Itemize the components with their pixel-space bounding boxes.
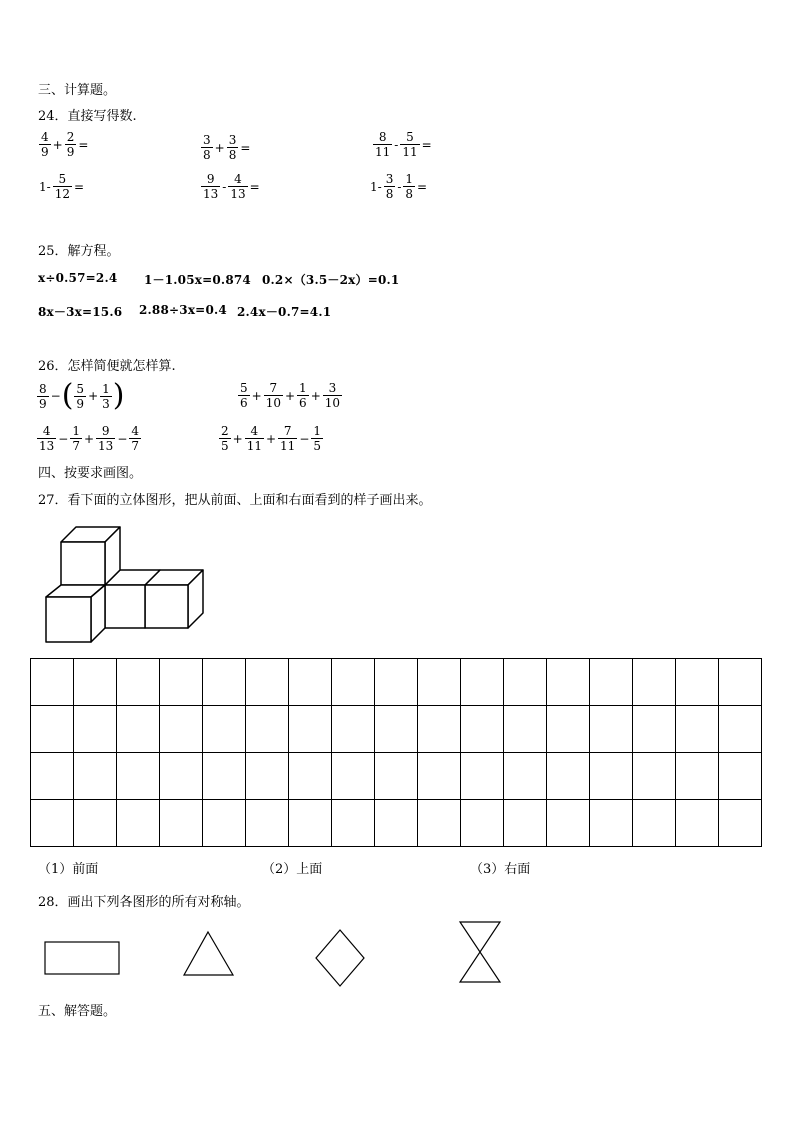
grid-cell[interactable] — [418, 659, 461, 706]
fraction — [403, 172, 415, 201]
grid-cell[interactable] — [504, 706, 547, 753]
grid-cell[interactable] — [633, 753, 676, 800]
operator: = — [417, 179, 428, 194]
numerator: 8 — [378, 130, 387, 144]
grid-cell[interactable] — [418, 706, 461, 753]
denominator: 13 — [39, 439, 55, 453]
grid-cell[interactable] — [246, 706, 289, 753]
numerator: 9 — [101, 424, 110, 438]
fraction: $\frac{5}{9}$ — [76, 381, 85, 411]
grid-cell[interactable] — [74, 800, 117, 847]
equation-6: 2.4x－0.7=4.1 — [237, 305, 332, 319]
fraction — [297, 381, 309, 410]
grid-cell[interactable] — [461, 753, 504, 800]
grid-cell[interactable] — [633, 800, 676, 847]
triangle-icon — [184, 932, 233, 975]
grid-cell[interactable] — [332, 753, 375, 800]
equation-5: 2.88÷3x=0.4 — [139, 303, 227, 317]
view-label-right: （3）右面 — [470, 862, 531, 877]
numerator: 1 — [405, 172, 414, 186]
operator: + — [52, 137, 63, 152]
question-28-title: 28．画出下列各图形的所有对称轴。 — [38, 895, 250, 910]
denominator: 13 — [203, 187, 219, 201]
numerator: 1 — [313, 424, 322, 438]
question-26-title: 26．怎样简便就怎样算. — [38, 359, 176, 374]
denominator: 8 — [203, 148, 211, 162]
q24-expression-3 — [372, 130, 433, 159]
denominator: 5 — [313, 439, 322, 453]
grid-cell[interactable] — [246, 659, 289, 706]
fraction — [227, 133, 239, 162]
question-25-title: 25．解方程。 — [38, 244, 120, 259]
operator: - — [397, 179, 402, 194]
q24-expression-2 — [200, 133, 251, 162]
operator: - — [394, 137, 399, 152]
fraction — [323, 381, 342, 410]
grid-cell[interactable] — [418, 753, 461, 800]
grid-cell[interactable] — [547, 706, 590, 753]
denominator: 11 — [280, 439, 296, 453]
equation-1: x÷0.57=2.4 — [38, 271, 118, 285]
fraction — [53, 172, 72, 201]
numerator: 3 — [203, 133, 211, 147]
grid-cell[interactable] — [375, 800, 418, 847]
view-label-top: （2）上面 — [262, 862, 323, 877]
operator: + — [251, 388, 262, 403]
q26-expression-4 — [218, 424, 324, 453]
grid-cell[interactable] — [461, 800, 504, 847]
denominator: 9 — [66, 145, 75, 159]
grid-cell[interactable] — [332, 800, 375, 847]
grid-cell[interactable] — [74, 753, 117, 800]
q24-expression-4 — [38, 172, 85, 201]
grid-cell[interactable] — [719, 659, 762, 706]
denominator: 11 — [402, 145, 418, 159]
denominator: 9 — [41, 145, 49, 159]
grid-cell[interactable] — [160, 800, 203, 847]
operator: + — [214, 140, 225, 155]
fraction — [129, 424, 141, 453]
q26-expression-3 — [36, 424, 142, 453]
denominator: 10 — [324, 396, 341, 410]
grid-cell[interactable] — [504, 753, 547, 800]
operator: + — [83, 431, 95, 446]
grid-cell[interactable] — [633, 659, 676, 706]
numerator: 7 — [283, 424, 292, 438]
fraction — [201, 172, 220, 201]
numerator: 4 — [42, 424, 51, 438]
grid-cell[interactable] — [160, 659, 203, 706]
grid-cell[interactable] — [547, 659, 590, 706]
equation-3: 0.2×（3.5－2x）=0.1 — [262, 273, 400, 287]
operator: = — [421, 137, 432, 152]
numerator: 1 — [72, 424, 80, 438]
denominator: 5 — [221, 439, 229, 453]
numerator: 9 — [206, 172, 215, 186]
symmetry-shapes — [40, 918, 510, 990]
operator: − — [299, 431, 310, 446]
fraction — [311, 424, 323, 453]
section-4-title: 四、按要求画图。 — [38, 466, 143, 481]
numerator: 3 — [385, 172, 394, 186]
numerator: 7 — [269, 381, 278, 395]
grid-cell[interactable] — [504, 659, 547, 706]
fraction — [39, 130, 51, 159]
grid-cell[interactable] — [461, 659, 504, 706]
numerator: 2 — [66, 130, 75, 144]
grid-cell[interactable] — [117, 753, 160, 800]
view-label-front: （1）前面 — [38, 862, 99, 877]
fraction — [245, 424, 264, 453]
denominator: 13 — [230, 187, 246, 201]
denominator: 6 — [240, 396, 248, 410]
hourglass-icon — [460, 922, 500, 982]
q24-expression-1 — [38, 130, 89, 159]
fraction — [65, 130, 77, 159]
fraction — [201, 133, 213, 162]
section-5-title: 五、解答题。 — [38, 1004, 117, 1019]
grid-cell[interactable] — [504, 800, 547, 847]
grid-cell[interactable] — [117, 659, 160, 706]
q24-expression-5 — [200, 172, 261, 201]
numerator: 4 — [41, 130, 49, 144]
operator: + — [265, 431, 277, 446]
numerator: 2 — [221, 424, 229, 438]
grid-cell[interactable] — [31, 753, 74, 800]
grid-cell[interactable] — [461, 706, 504, 753]
grid-cell[interactable] — [31, 706, 74, 753]
operator: = — [240, 140, 251, 155]
operator: + — [310, 388, 321, 403]
grid-cell[interactable] — [289, 659, 332, 706]
grid-cell[interactable] — [332, 706, 375, 753]
grid-cell[interactable] — [203, 706, 246, 753]
question-24-title: 24．直接写得数. — [38, 109, 137, 124]
grid-cell[interactable] — [676, 800, 719, 847]
denominator: 11 — [246, 439, 262, 453]
grid-cell[interactable] — [590, 706, 633, 753]
operator: = — [78, 137, 89, 152]
numerator: 4 — [250, 424, 259, 438]
denominator: 11 — [375, 145, 391, 159]
grid-cell[interactable] — [117, 706, 160, 753]
numerator: 1 — [299, 381, 307, 395]
operator: - — [222, 179, 227, 194]
operator: + — [232, 431, 243, 446]
grid-cell[interactable] — [246, 800, 289, 847]
question-27-title: 27．看下面的立体图形，把从前面、上面和右面看到的样子画出来。 — [38, 493, 432, 508]
grid-cell[interactable] — [719, 706, 762, 753]
denominator: 8 — [405, 187, 414, 201]
grid-cell[interactable] — [160, 706, 203, 753]
grid-cell[interactable] — [375, 659, 418, 706]
denominator: 8 — [385, 187, 394, 201]
q24-expression-6 — [369, 172, 428, 201]
fraction — [384, 172, 396, 201]
grid-cell[interactable] — [547, 753, 590, 800]
grid-cell[interactable] — [590, 800, 633, 847]
denominator: 10 — [265, 396, 281, 410]
grid-cell[interactable] — [332, 659, 375, 706]
grid-cell[interactable] — [203, 800, 246, 847]
denominator: 7 — [131, 439, 140, 453]
grid-cell[interactable] — [676, 753, 719, 800]
cube-solid-figure — [40, 525, 210, 645]
grid-cell[interactable] — [547, 800, 590, 847]
fraction — [219, 424, 231, 453]
drawing-grid[interactable] — [30, 658, 762, 847]
grid-cell[interactable] — [246, 753, 289, 800]
operator: − — [58, 431, 69, 446]
q26-expression-2 — [237, 381, 343, 410]
operator: 1- — [370, 179, 382, 194]
grid-cell[interactable] — [719, 753, 762, 800]
denominator: 7 — [72, 439, 80, 453]
equation-2: 1－1.05x=0.874 — [144, 273, 251, 287]
denominator: 8 — [228, 148, 237, 162]
denominator: 13 — [98, 439, 114, 453]
grid-cell[interactable] — [74, 706, 117, 753]
grid-cell[interactable] — [31, 800, 74, 847]
grid-cell[interactable] — [160, 753, 203, 800]
grid-cell[interactable] — [676, 706, 719, 753]
numerator: 5 — [406, 130, 414, 144]
grid-cell[interactable] — [418, 800, 461, 847]
grid-cell[interactable] — [375, 706, 418, 753]
grid-cell[interactable] — [719, 800, 762, 847]
grid-cell[interactable] — [633, 706, 676, 753]
grid-cell[interactable] — [590, 659, 633, 706]
fraction — [278, 424, 297, 453]
grid-cell[interactable] — [289, 800, 332, 847]
grid-cell[interactable] — [676, 659, 719, 706]
q26-expression-1: $\frac{8}{9}$ − ( $\frac{5}{9}$ + $\frac{1}{3}$ ) — [39, 378, 125, 413]
operator: + — [284, 388, 296, 403]
grid-cell[interactable] — [203, 659, 246, 706]
fraction — [400, 130, 419, 159]
numerator: 3 — [328, 381, 337, 395]
grid-cell[interactable] — [289, 706, 332, 753]
fraction — [373, 130, 392, 159]
fraction: $\frac{1}{3}$ — [102, 381, 110, 411]
operator: = — [73, 179, 85, 194]
grid-cell[interactable] — [289, 753, 332, 800]
grid-cell[interactable] — [590, 753, 633, 800]
grid-cell[interactable] — [203, 753, 246, 800]
fraction: $\frac{8}{9}$ — [39, 381, 47, 411]
fraction — [70, 424, 82, 453]
section-3-title: 三、计算题。 — [38, 83, 117, 98]
fraction — [264, 381, 283, 410]
numerator: 4 — [234, 172, 242, 186]
fraction — [228, 172, 247, 201]
operator: = — [249, 179, 260, 194]
fraction — [96, 424, 115, 453]
grid-cell[interactable] — [375, 753, 418, 800]
denominator: 12 — [54, 187, 70, 201]
numerator: 4 — [131, 424, 140, 438]
fraction — [238, 381, 250, 410]
grid-cell[interactable] — [31, 659, 74, 706]
numerator: 5 — [58, 172, 67, 186]
rectangle-icon — [45, 942, 119, 974]
fraction — [37, 424, 56, 453]
grid-cell[interactable] — [74, 659, 117, 706]
grid-cell[interactable] — [117, 800, 160, 847]
denominator: 6 — [299, 396, 307, 410]
numerator: 5 — [240, 381, 248, 395]
operator: 1- — [39, 179, 51, 194]
equation-4: 8x－3x=15.6 — [38, 305, 123, 319]
numerator: 3 — [228, 133, 237, 147]
rhombus-icon — [316, 930, 364, 986]
operator: − — [117, 431, 128, 446]
